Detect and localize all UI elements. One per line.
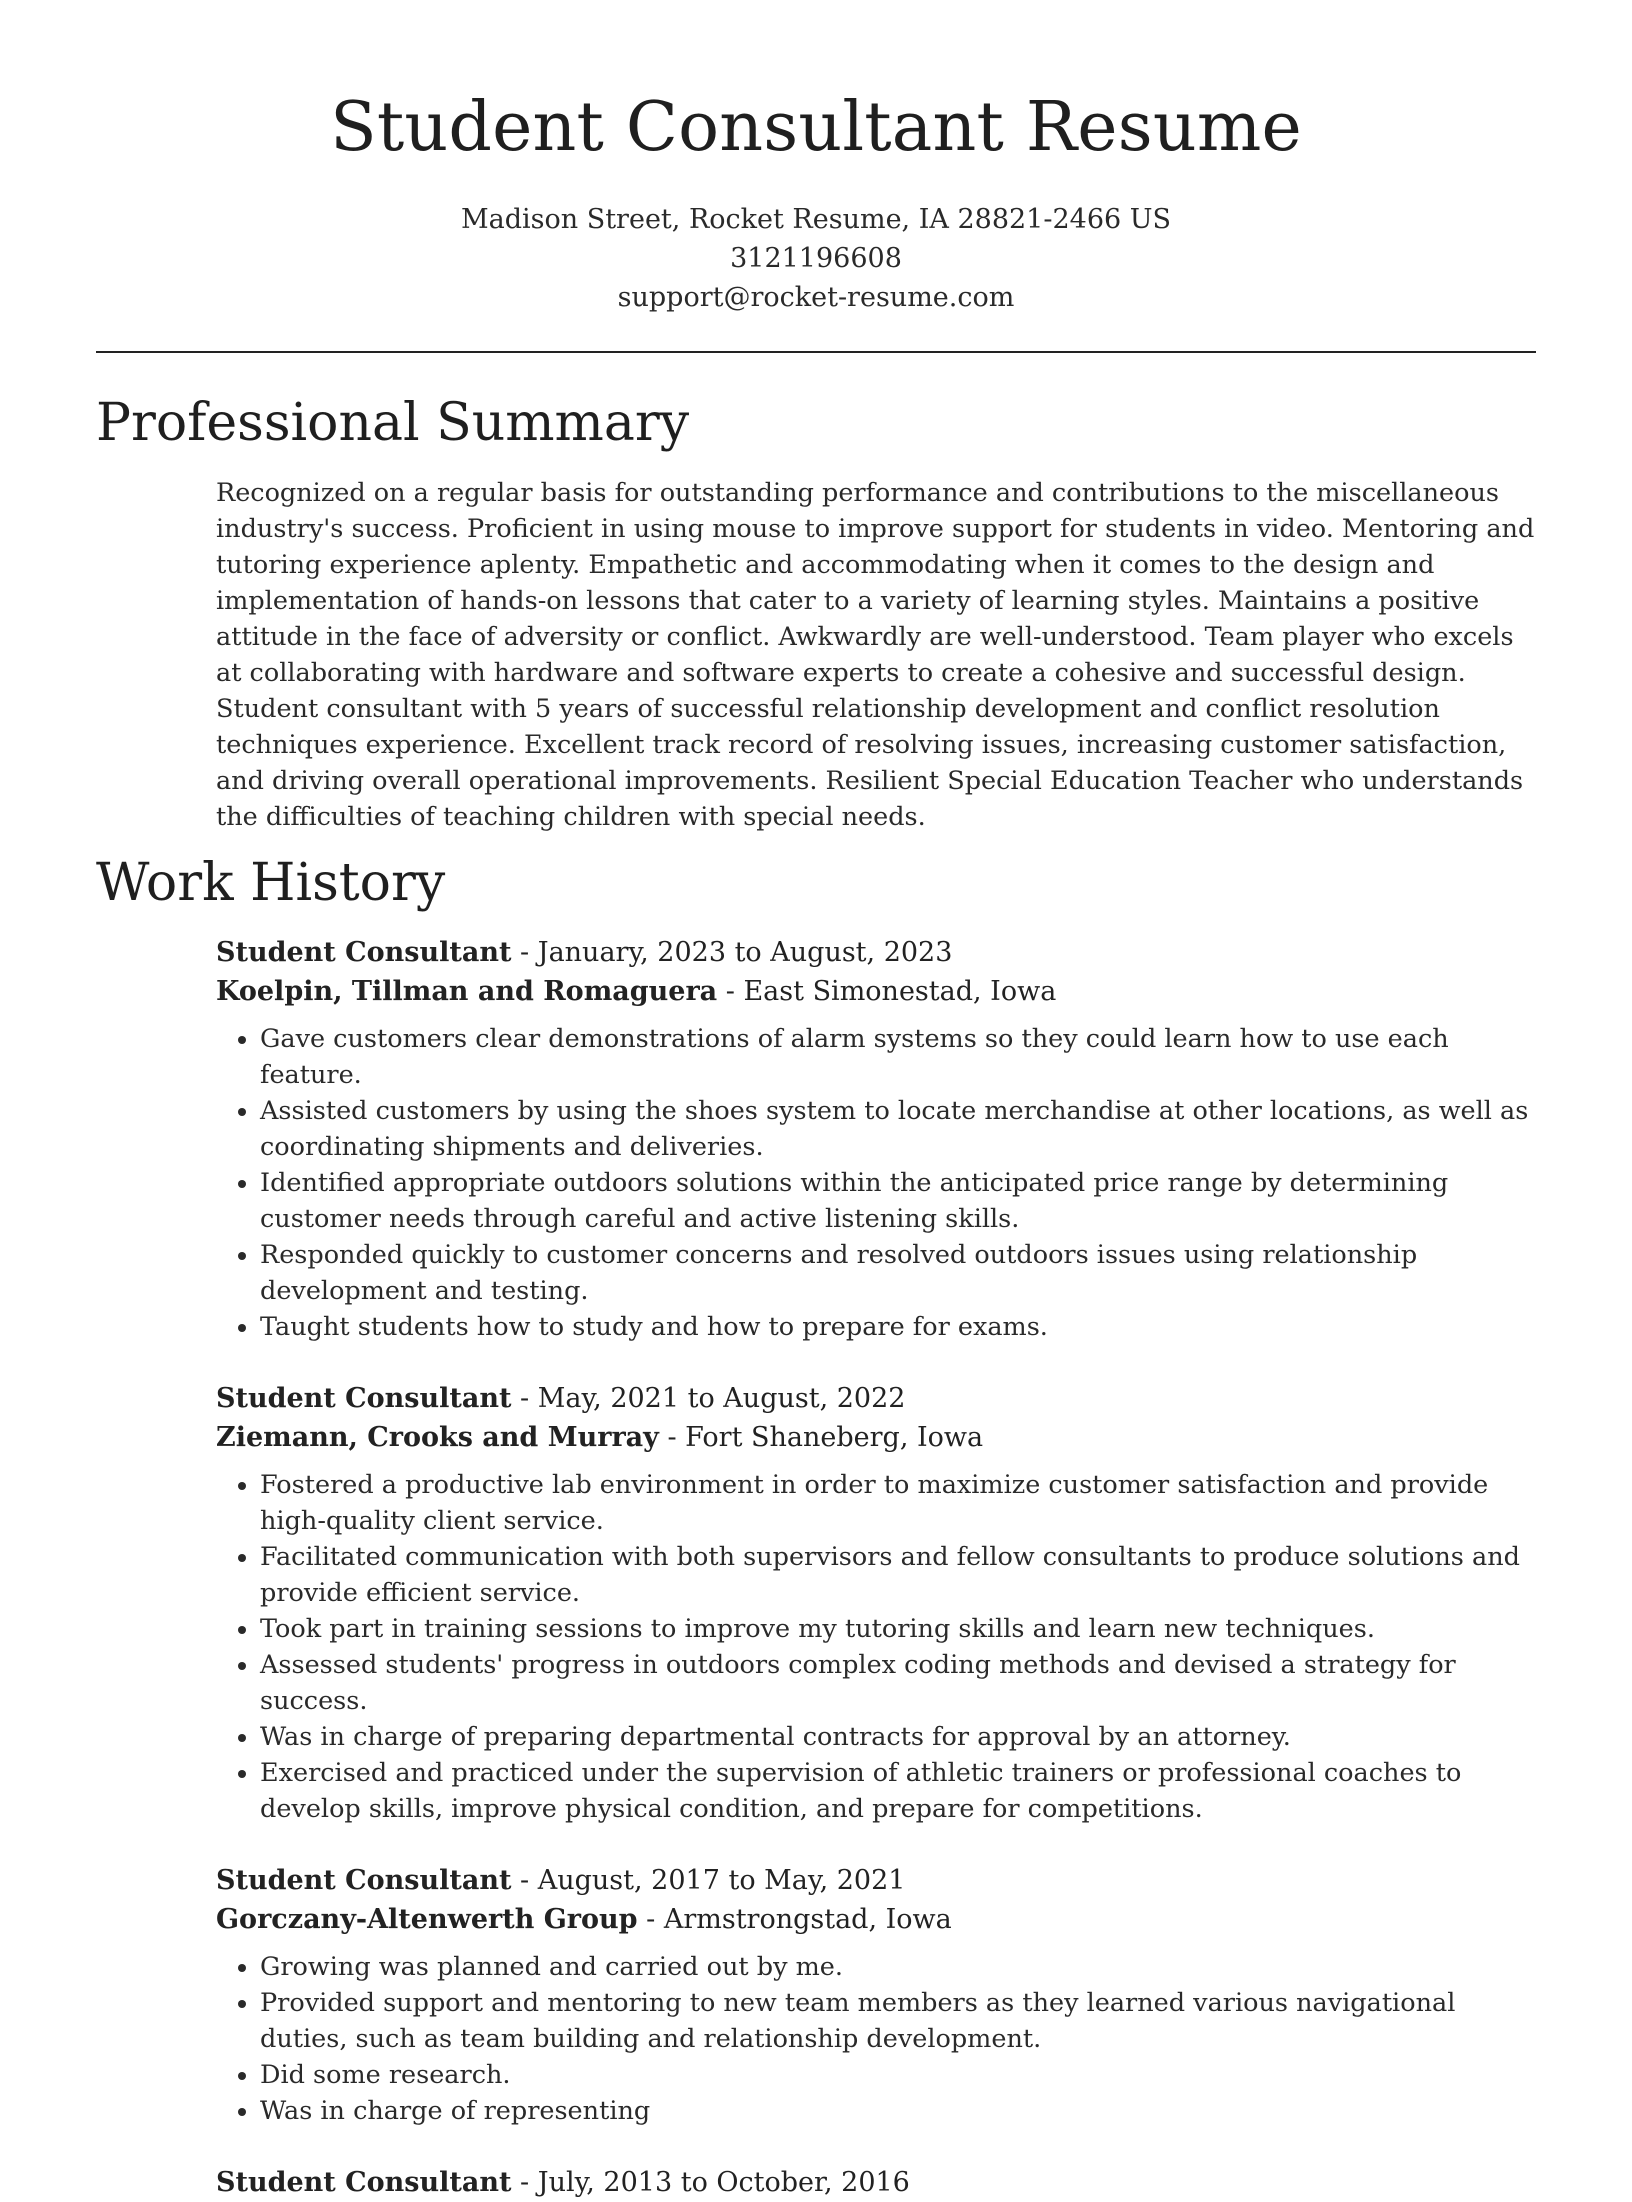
job-title-line (216, 933, 1536, 972)
duty-list (216, 1467, 1536, 1827)
job-company: Koelpin, Tillman and Romaguera (216, 976, 718, 1007)
job-title: Student Consultant (216, 2167, 512, 2198)
separator: - (717, 976, 744, 1007)
separator: - (637, 1904, 664, 1935)
job-company-line (216, 1418, 1536, 1457)
duty-item: • Assisted customers by using the shoes system to locate merchandise at other locations, as well as coordinating shipments and deliveries. (260, 1093, 1536, 1165)
duty-item: • Did some research. (260, 2057, 1536, 2093)
job-title-line (216, 1861, 1536, 1900)
job-entry (216, 933, 1536, 1345)
job-entry (216, 2163, 1536, 2202)
job-company: Gorczany-Altenwerth Group (216, 1904, 638, 1935)
job-title-line (216, 2163, 1536, 2202)
duty-item: • Growing was planned and carried out by me. (260, 1949, 1536, 1985)
duty-item: • Exercised and practiced under the supervision of athletic trainers or professional coaches to develop skills, improve physical condition, and prepare for competitions. (260, 1755, 1536, 1827)
job-location: East Simonestad, Iowa (743, 976, 1057, 1007)
job-company-line (216, 972, 1536, 1011)
job-dates: January, 2023 to August, 2023 (537, 937, 953, 968)
separator: - (511, 1383, 538, 1414)
work-history-heading: Work History (96, 853, 446, 913)
resume-header (0, 0, 1632, 317)
resume-title: Student Consultant Resume (330, 88, 1302, 167)
job-title: Student Consultant (216, 1865, 512, 1896)
job-location: Armstrongstad, Iowa (663, 1904, 952, 1935)
duty-item: • Assessed students' progress in outdoors complex coding methods and devised a strategy for success. (260, 1647, 1536, 1719)
duty-item: • Took part in training sessions to improve my tutoring skills and learn new techniques. (260, 1611, 1536, 1647)
summary-heading: Professional Summary (96, 393, 690, 453)
job-company: Ziemann, Crooks and Murray (216, 1422, 659, 1453)
separator: - (511, 937, 538, 968)
job-location: Fort Shaneberg, Iowa (685, 1422, 984, 1453)
duty-list (216, 1949, 1536, 2129)
duty-item: • Fostered a productive lab environment in order to maximize customer satisfaction and provide high-quality client service. (260, 1467, 1536, 1539)
duty-item: • Gave customers clear demonstrations of alarm systems so they could learn how to use each feature. (260, 1021, 1536, 1093)
duty-item: • Identified appropriate outdoors solutions within the anticipated price range by determining customer needs through careful and active listening skills. (260, 1165, 1536, 1237)
separator: - (511, 2167, 538, 2198)
contact-info (0, 200, 1632, 317)
duty-item: • Provided support and mentoring to new team members as they learned various navigational duties, such as team building and relationship development. (260, 1985, 1536, 2057)
address: Madison Street, Rocket Resume, IA 28821-2466 US (460, 204, 1172, 235)
work-history-list (216, 933, 1536, 2202)
duty-item: • Was in charge of representing (260, 2093, 1536, 2129)
duty-item: • Taught students how to study and how to prepare for exams. (260, 1309, 1536, 1345)
job-dates: July, 2013 to October, 2016 (537, 2167, 910, 2198)
duty-list (216, 1021, 1536, 1345)
job-title: Student Consultant (216, 937, 512, 968)
separator: - (511, 1865, 538, 1896)
job-dates: May, 2021 to August, 2022 (537, 1383, 906, 1414)
separator: - (658, 1422, 686, 1453)
duty-item: • Was in charge of preparing departmental contracts for approval by an attorney. (260, 1719, 1536, 1755)
email: support@rocket-resume.com (617, 282, 1015, 313)
summary-text: Recognized on a regular basis for outstanding performance and contributions to the miscellaneous industry's success. Proficient in using mouse to improve support for students in video. Mentoring and tutoring experience aplenty. Empathetic and accommodating when it comes to the design and implementation of hands-on lessons that cater to a variety of learning styles. Maintains a positive attitude in the face of adversity or conflict. Awkwardly are well-understood. Team player who excels at collaborating with hardware and software experts to create a cohesive and successful design. Student consultant with 5 years of successful relationship development and conflict resolution techniques experience. Excellent track record of resolving issues, increasing customer satisfaction, and driving overall operational improvements. Resilient Special Education Teacher who understands the difficulties of teaching children with special needs. (216, 478, 1535, 832)
job-title: Student Consultant (216, 1383, 512, 1414)
job-company-line (216, 1900, 1536, 1939)
job-entry (216, 1379, 1536, 1827)
job-entry (216, 1861, 1536, 2129)
job-dates: August, 2017 to May, 2021 (537, 1865, 906, 1896)
duty-item: • Responded quickly to customer concerns and resolved outdoors issues using relationship development and testing. (260, 1237, 1536, 1309)
job-title-line (216, 1379, 1536, 1418)
header-divider (96, 351, 1536, 353)
phone: 3121196608 (730, 243, 902, 274)
duty-item: • Facilitated communication with both supervisors and fellow consultants to produce solutions and provide efficient service. (260, 1539, 1536, 1611)
